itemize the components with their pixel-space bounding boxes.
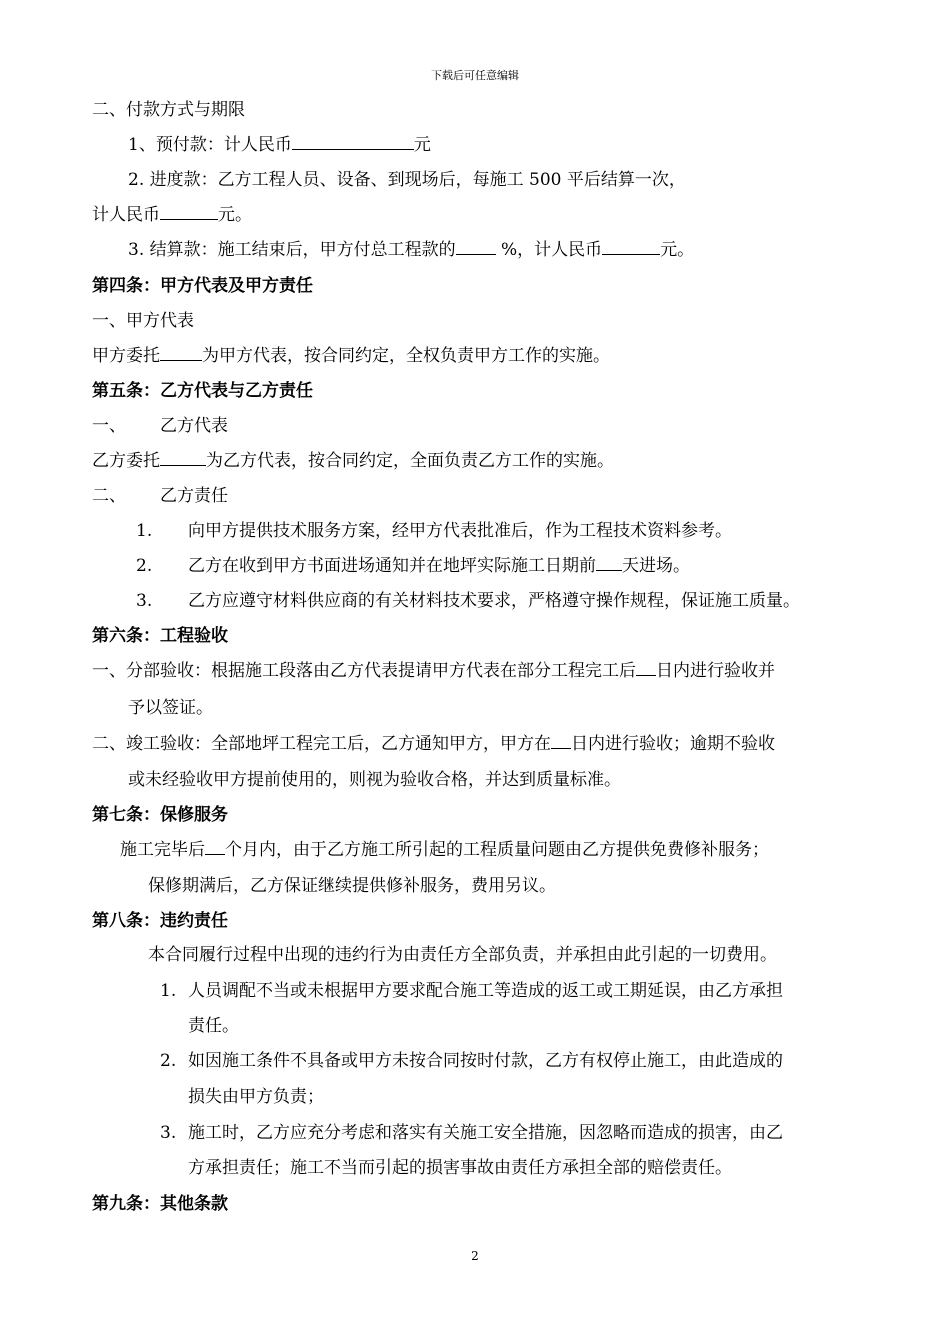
list-item-text: 乙方在收到甲方书面进场通知并在地坪实际施工日期前 [188,556,596,576]
list-item-number: 3. [136,591,153,611]
article-5-paragraph [92,450,614,472]
list-item-cont: 方承担责任；施工不当而引起的损害事故由责任方承担全部的赔偿责任。 [188,1158,732,1178]
payment-item-3 [128,239,694,261]
article-4-heading: 第四条：甲方代表及甲方责任 [92,276,313,296]
article-8-heading: 第八条：违约责任 [92,911,228,931]
article-7-paragraph [120,839,769,861]
article-9-heading: 第九条：其他条款 [92,1194,228,1214]
payment-item-1 [128,134,431,156]
article-6-item-1-cont: 予以签证。 [128,698,213,718]
blank-field [456,240,496,255]
blank-field [160,346,202,361]
blank-field [205,840,225,855]
list-item-cont: 损失由甲方负责； [188,1087,324,1107]
article-7-heading: 第七条：保修服务 [92,805,228,825]
blank-field [636,661,656,676]
article-6-text-b: 日内进行验收并 [656,661,775,681]
article-4-subsection: 一、甲方代表 [92,311,194,331]
list-item [160,1122,783,1144]
list-item-text-b: 天进场。 [622,556,690,576]
blank-field [160,451,206,466]
list-item-text: 施工时，乙方应充分考虑和落实有关施工安全措施，因忽略而造成的损害，由乙 [188,1123,783,1143]
subsection-number: 二、 [92,486,126,506]
article-6-item-1 [92,660,775,682]
payment-item-2-unit: 元。 [218,205,252,225]
article-7-text: 施工完毕后 [120,840,205,860]
list-item [136,590,800,612]
subsection-number: 一、 [92,416,126,436]
article-6-text: 一、分部验收：根据施工段落由乙方代表提请甲方代表在部分工程完工后 [92,661,636,681]
page-number: 2 [471,1249,479,1263]
list-item-number: 2. [136,556,153,576]
list-item-text: 如因施工条件不具备或甲方未按合同按时付款，乙方有权停止施工，由此造成的 [188,1051,783,1071]
payment-item-3-text: 3. 结算款：施工结束后，甲方付总工程款的 [128,240,456,260]
list-item-number: 2. [160,1051,177,1071]
payment-item-3-text-b: %，计人民币 [495,240,603,260]
list-item-text: 乙方应遵守材料供应商的有关材料技术要求，严格遵守操作规程，保证施工质量。 [188,591,800,611]
article-4-text: 甲方委托 [92,346,160,366]
article-4-paragraph [92,345,610,367]
article-6-text: 二、竣工验收：全部地坪工程完工后，乙方通知甲方，甲方在 [92,734,551,754]
blank-field [596,556,622,571]
payment-item-1-text: 1、预付款：计人民币 [128,135,292,155]
list-item-cont: 责任。 [188,1016,239,1036]
list-item [136,555,690,577]
article-7-paragraph-cont: 保修期满后，乙方保证继续提供修补服务，费用另议。 [148,876,556,896]
article-7-text-b: 个月内，由于乙方施工所引起的工程质量问题由乙方提供免费修补服务； [225,840,769,860]
article-5-heading: 第五条：乙方代表与乙方责任 [92,381,313,401]
article-5-subsection-2 [92,485,228,507]
blank-field [292,135,414,150]
list-item [136,520,732,542]
article-5-text: 乙方委托 [92,451,160,471]
article-5-subsection-1 [92,415,228,437]
payment-item-1-unit: 元 [413,135,431,155]
payment-item-2-cont [92,204,252,226]
page-header: 下载后可任意编辑 [431,69,519,82]
list-item-number: 1. [160,981,177,1001]
article-6-heading: 第六条：工程验收 [92,626,228,646]
payment-item-2-text: 计人民币 [92,205,160,225]
section-payment-title: 二、付款方式与期限 [92,100,245,120]
article-4-text-b: 为甲方代表，按合同约定，全权负责甲方工作的实施。 [202,346,610,366]
article-5-text-b: 为乙方代表，按合同约定，全面负责乙方工作的实施。 [206,451,614,471]
payment-item-3-unit: 元。 [660,240,695,260]
list-item-text: 人员调配不当或未根据甲方要求配合施工等造成的返工或工期延误，由乙方承担 [188,981,783,1001]
subsection-title: 乙方代表 [160,416,228,436]
list-item-number: 1. [136,521,153,541]
payment-item-2: 2. 进度款：乙方工程人员、设备、到现场后，每施工 500 平后结算一次， [128,170,686,190]
blank-field [160,205,218,220]
list-item [160,980,783,1002]
blank-field [602,240,660,255]
article-6-item-2 [92,733,775,755]
list-item-text: 向甲方提供技术服务方案，经甲方代表批准后，作为工程技术资料参考。 [188,521,732,541]
article-8-intro: 本合同履行过程中出现的违约行为由责任方全部负责，并承担由此引起的一切费用。 [148,945,777,965]
article-6-item-2-cont: 或未经验收甲方提前使用的，则视为验收合格，并达到质量标准。 [128,770,621,790]
list-item [160,1050,783,1072]
subsection-title: 乙方责任 [160,486,228,506]
list-item-number: 3. [160,1123,177,1143]
article-6-text-b: 日内进行验收；逾期不验收 [571,734,775,754]
blank-field [551,734,571,749]
